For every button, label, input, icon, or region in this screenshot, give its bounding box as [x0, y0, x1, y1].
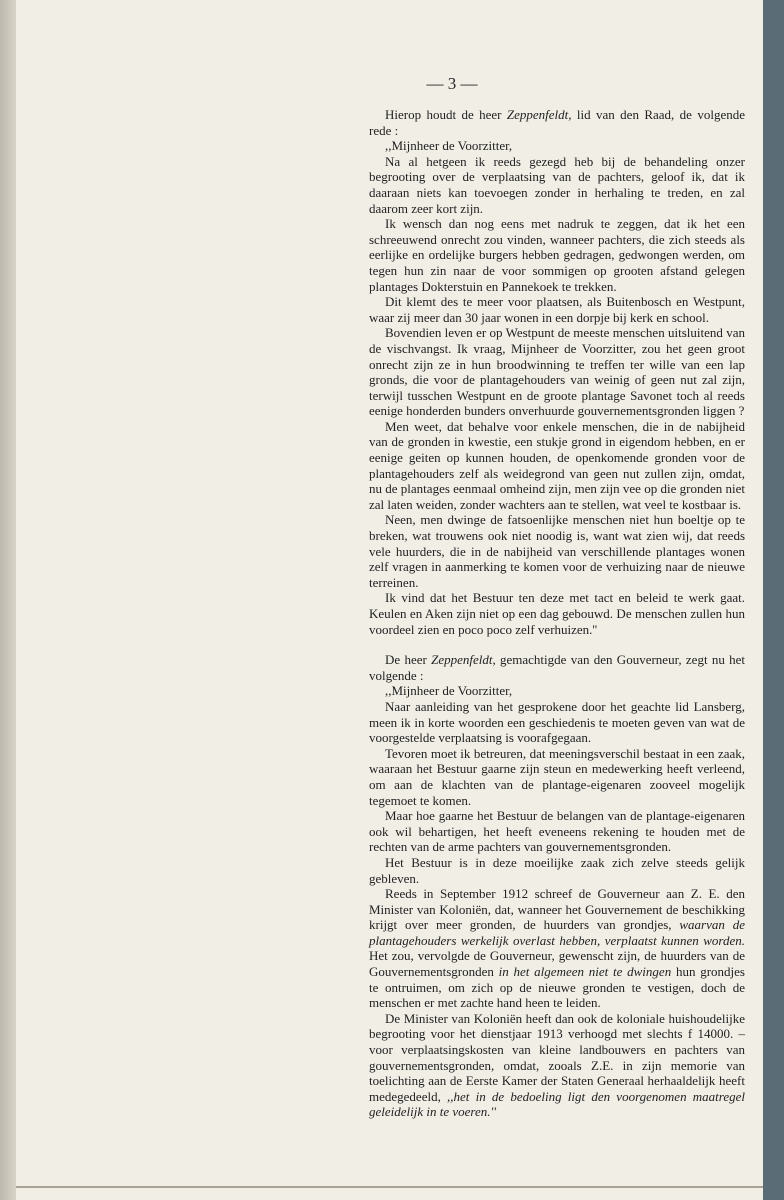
page-bottom-edge — [16, 1186, 763, 1188]
text-run: Men weet, dat behalve voor enkele menschen, die in de nabijheid van de gronden in kwestie, een stukje grond in eigendom hebben, en er eenige geiten op kunnen houden, de openkomende gronden voor de plantagehouders zelf als weidegrond van geen nut zullen zijn, omdat, nu de plantages eenmaal omheind zijn, men zijn vee op die gronden niet zal laten weiden, zonder wachters aan te stellen, wat veel te kostbaar is. — [369, 418, 745, 512]
text-run: Het Bestuur is in deze moeilijke zaak zich zelve steeds gelijk gebleven. — [369, 854, 745, 886]
text-run: De heer — [385, 652, 432, 668]
paragraph — [369, 683, 745, 699]
italic-run: Zeppenfeldt, — [431, 652, 496, 668]
scan-right-border — [763, 0, 784, 1200]
text-run: Na al hetgeen ik reeds gezegd heb bij de behandeling onzer begrooting over de verplaatsing van de pachters, geloof ik, dat ik daaraan niets kan toevoegen zonder in herhaling te treden, en zal daarom zeer kort zijn. — [369, 153, 745, 216]
text-run: De Minister van Koloniën heeft dan ook de koloniale huishoudelijke begrooting voor het dienstjaar 1913 verhoogd met slechts f 14000. – voor verplaatsingskosten van kleine landbouwers en pachters van gouvernementsgronden, omdat, zooals Z.E. in zijn memorie van toelichting aan de Eerste Kamer der Staten Generaal herhaaldelijk heeft medegedeeld, — [369, 1010, 745, 1104]
scan-left-margin — [0, 0, 16, 1200]
paragraph — [369, 808, 745, 855]
body-text — [369, 107, 745, 1120]
paragraph — [369, 512, 745, 590]
text-run: ,,Mijnheer de Voorzitter, — [385, 138, 513, 154]
text-run: lid van den Raad, de volgende rede : — [369, 107, 745, 138]
paragraph — [369, 216, 745, 294]
paragraph — [369, 855, 745, 886]
paragraph — [369, 699, 745, 746]
text-run: Ik wensch dan nog eens met nadruk te zeggen, dat ik het een schreeuwend onrecht zou vinden, wanneer pachters, die zich steeds als eerlijke en ordelijke burgers hebben gedragen, gedwongen werden, om tegen hun zin naar de voor sommigen op grooten afstand gelegen plantages Dokterstuin en Pannekoek te trekken. — [369, 216, 745, 294]
text-run: Bovendien leven er op Westpunt de meeste menschen uitsluitend van de vischvangst. Ik vraag, Mijnheer de Voorzitter, zou het geen groot onrecht zijn ze in hun broodwinning te treffen ter wille van een lap gronds, die voor de plantagehouders van weinig of geen nut zal zijn, terwijl tusschen Westpunt en de groote plantage Savonet toch al reeds eenige honderden bunders onverhuurde gouvernementsgronden liggen ? — [369, 325, 745, 419]
text-run: ,,Mijnheer de Voorzitter, — [385, 683, 513, 699]
paragraph — [369, 154, 745, 216]
paragraph — [369, 1011, 745, 1120]
paragraph — [369, 107, 745, 138]
text-run: Reeds in September 1912 schreef de Gouverneur aan Z. E. den Minister van Koloniën, dat, wanneer het Gouvernement de beschikking krijgt over meer gronden, de huurders van grondjes, — [369, 886, 745, 933]
paragraph — [369, 590, 745, 637]
italic-run: Zeppenfeldt, — [506, 107, 572, 122]
paragraph — [369, 419, 745, 513]
text-run: Dit klemt des te meer voor plaatsen, als Buitenbosch en Westpunt, waar zij meer dan 30 jaar wonen in een dorpje bij kerk en school. — [369, 294, 745, 325]
italic-run: ,,het in de bedoeling ligt den voorgenomen maatregel geleidelijk in te voeren.'' — [369, 1088, 745, 1120]
italic-run: waarvan de plantagehouders werkelijk overlast hebben, verplaatst kunnen worden. — [369, 917, 745, 948]
text-run: Neen, men dwinge de fatsoenlijke menschen niet hun boeltje op te breken, wat trouwens ook niet noodig is, want wat zien wij, dat reeds vele huurders, die in de nabijheid van verschillende plantages wonen zelf vragen in aanmerking te komen voor de verhuizing naar de nieuwe terreinen. — [369, 512, 745, 590]
paragraph — [369, 294, 745, 325]
text-run: hun grondjes te ontruimen, om zich op de nieuwe gronden te vestigen, doch de menschen er met zachte hand heen te leiden. — [369, 964, 745, 1011]
italic-run: in het algemeen niet te dwingen — [498, 964, 672, 980]
text-run: gemachtigde van den Gouverneur, zegt nu het volgende : — [369, 652, 745, 683]
paragraph — [369, 746, 745, 808]
text-run: Hierop houdt de heer — [385, 107, 507, 122]
paragraph — [369, 138, 745, 154]
text-run: Naar aanleiding van het gesprokene door het geachte lid Lansberg, meen ik in korte woorden een geschiedenis te moeten geven van wat de voorgestelde verplaatsing is voorafgegaan. — [369, 698, 745, 746]
paragraph — [369, 652, 745, 683]
paragraph — [369, 886, 745, 1011]
page-number: — 3 — — [426, 74, 478, 93]
text-run: Het zou, vervolgde de Gouverneur, gewenscht zijn, de huurders van de Gouvernementsgronden — [369, 948, 745, 980]
text-run: Tevoren moet ik betreuren, dat meeningsverschil bestaat in een zaak, waaraan het Bestuur gaarne zijn steun en medewerking heeft verleend, om aan de klachten van de plantage-eigenaren zooveel mogelijk tegemoet te komen. — [369, 745, 745, 808]
text-run: Maar hoe gaarne het Bestuur de belangen van de plantage-eigenaren ook wil behartigen, het heeft eveneens rekening te houden met de rechten van de arme pachters van gouvernementsgronden. — [369, 808, 745, 855]
paragraph — [369, 325, 745, 419]
text-run: Ik vind dat het Bestuur ten deze met tact en beleid te werk gaat. Keulen en Aken zijn niet op een dag gebouwd. De menschen zullen hun voordeel zien en poco poco zelf verhuizen.'' — [369, 590, 745, 637]
